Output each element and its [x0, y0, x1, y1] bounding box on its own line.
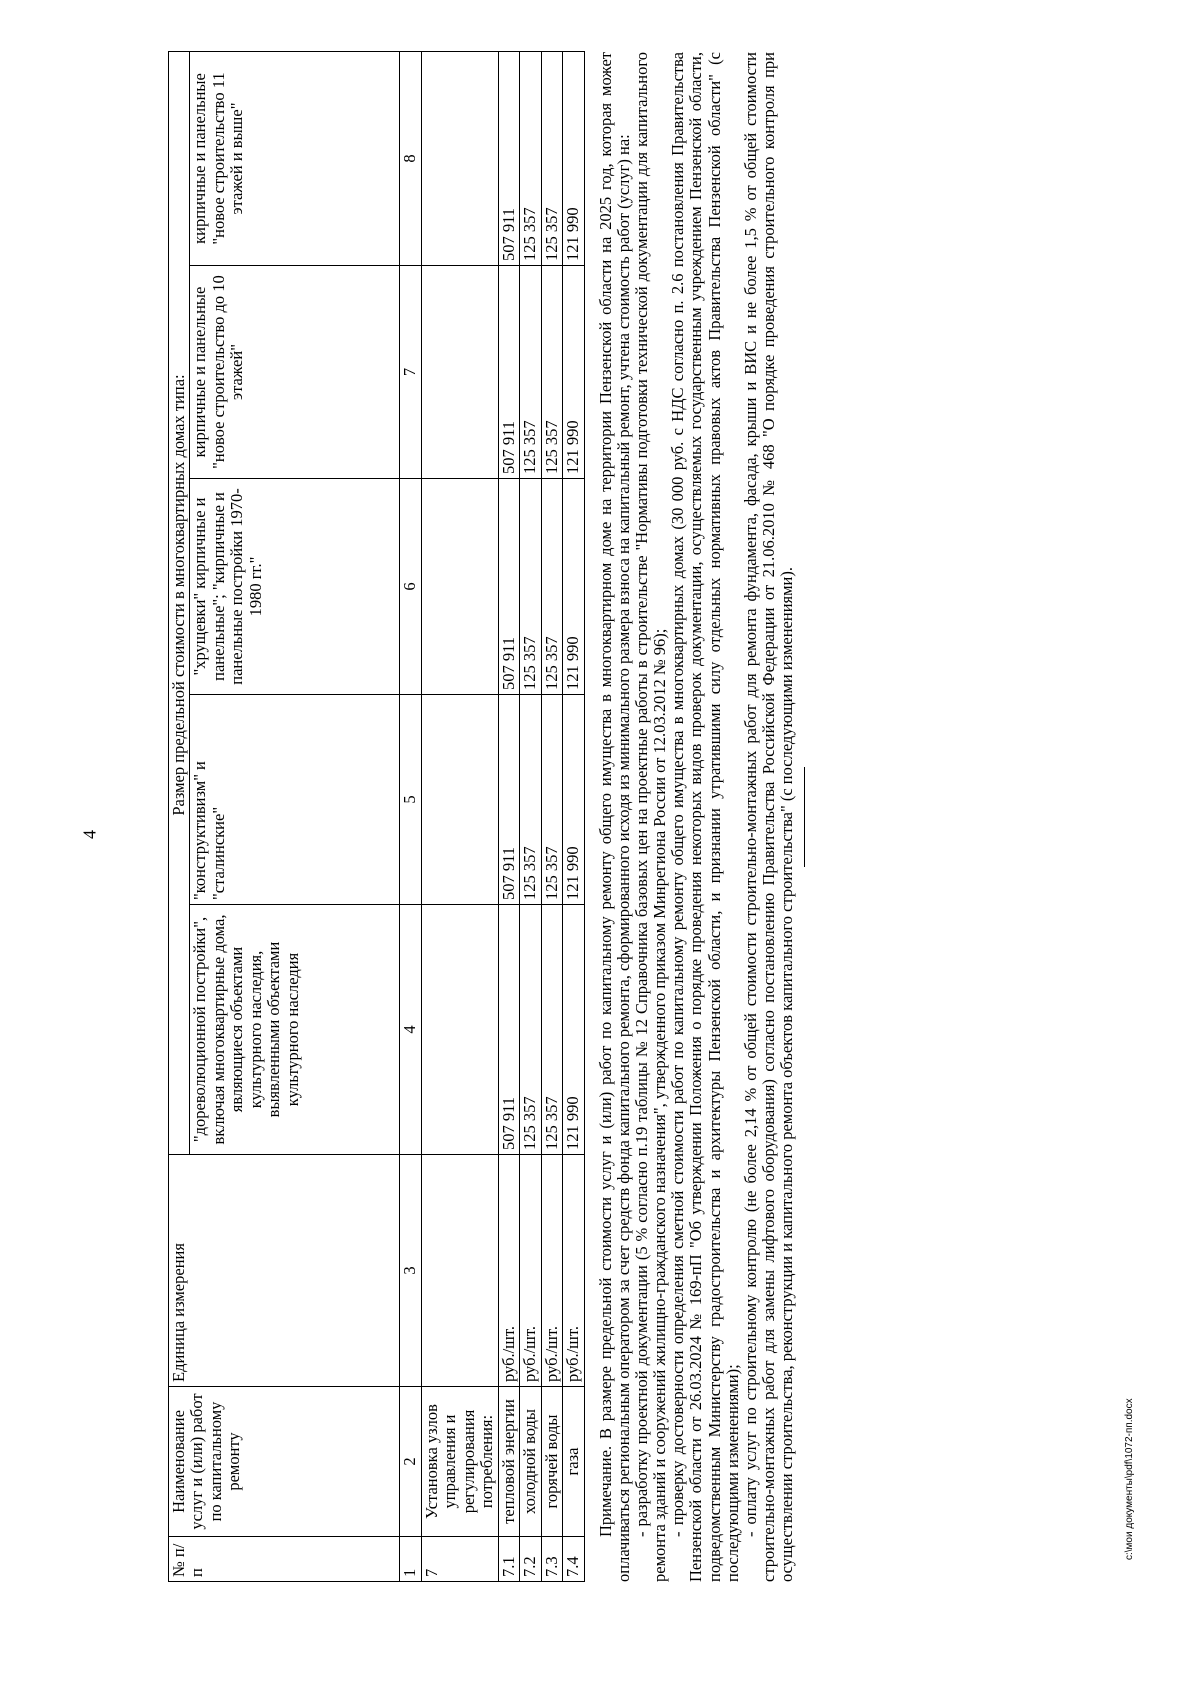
note-paragraph: Примечание. В размере предельной стоимости услуг и (или) работ по капитальному ремонту общего имущества в многоквартирном доме на территории Пензенской области на 2025 год, которая может оплачиваться региональным оператором за счет средств фонда капитального ремонта, сформированного исходя из минимального размера взноса на капитальный ремонт, учтена стоимость работ (услуг) на: [595, 52, 633, 1582]
type-header: "дореволюционной постройки", включая многоквартирные дома, являющиеся объектами культурного наследия, выявленными объектами культурного наследия [190, 905, 400, 1155]
table-row [498, 52, 519, 1582]
row-value: 125 357 [520, 52, 541, 266]
row-value: 125 357 [541, 479, 562, 695]
row-value: 121 990 [563, 52, 584, 266]
col-number: 7 [400, 266, 421, 479]
type-header: кирпичные и панельные "новое строительство до 10 этажей" [190, 266, 400, 479]
row-name: горячей воды [541, 1387, 562, 1537]
row-value: 125 357 [520, 905, 541, 1155]
row-num: 7.4 [563, 1537, 584, 1582]
row-unit: руб./шт. [520, 1155, 541, 1387]
row-value: 507 911 [498, 695, 519, 905]
col-number: 5 [400, 695, 421, 905]
row-value: 121 990 [563, 695, 584, 905]
page-number: 4 [79, 830, 100, 839]
row-value: 125 357 [541, 266, 562, 479]
table-row [563, 52, 584, 1582]
row-value: 121 990 [563, 905, 584, 1155]
header-group: Размер предельной стоимости в многоквартирных домах типа: [169, 52, 190, 1155]
header-name: Наименование услуг и (или) работ по капитальному ремонту [169, 1387, 400, 1537]
col-number: 2 [400, 1387, 421, 1537]
row-value: 507 911 [498, 905, 519, 1155]
type-header: кирпичные и панельные "новое строительство 11 этажей и выше" [190, 52, 400, 266]
note-paragraph: - разработку проектной документации (5 % согласно п.19 таблицы № 12 Справочника базовых цен на проектные работы в строительстве "Нормативы подготовки технической документации для капитального ремонта зданий и сооружений жилищно-гражданского назначения", утвержденного приказом Минрегиона России от 12.03.2012 № 96); [631, 52, 670, 1582]
row-value: 125 357 [541, 695, 562, 905]
note-block [597, 52, 806, 1582]
col-number: 8 [400, 52, 421, 266]
note-paragraph: - оплату услуг по строительному контролю (не более 2,14 % от общей стоимости строительно-монтажных работ для ремонта фундамента, фасада, крыши и ВИС и не более 1,5 % от общей стоимости строительно-монтажных работ для замены лифтового оборудования) согласно постановлению Правительства Российской Федерации от 21.06.2010 № 468 "О порядке проведения строительного контроля при осуществлении строительства, реконструкции и капитального ремонта объектов капитального строительства" (с последующими изменениями). [740, 52, 797, 1582]
row-value: 121 990 [563, 479, 584, 695]
row-num: 7.2 [520, 1537, 541, 1582]
file-path-footer: c:\мои документы\pdf\1072-пп.docx [1124, 1398, 1135, 1560]
row-unit: руб./шт. [541, 1155, 562, 1387]
col-number: 6 [400, 479, 421, 695]
row-value: 125 357 [520, 479, 541, 695]
row-unit: руб./шт. [563, 1155, 584, 1387]
table-row [520, 52, 541, 1582]
header-unit: Единица измерения [169, 1155, 400, 1387]
section-row [421, 52, 498, 1582]
row-name: газа [563, 1387, 584, 1537]
type-header: "конструктивизм" и "сталинские" [190, 695, 400, 905]
row-value: 121 990 [563, 266, 584, 479]
row-num: 7.3 [541, 1537, 562, 1582]
row-name: холодной воды [520, 1387, 541, 1537]
col-number: 3 [400, 1155, 421, 1387]
section-name: Установка узлов управления и регулирования потребления: [421, 1387, 498, 1537]
row-value: 125 357 [520, 695, 541, 905]
col-number: 1 [400, 1537, 421, 1582]
row-value: 125 357 [520, 266, 541, 479]
row-name: тепловой энергии [498, 1387, 519, 1537]
row-value: 125 357 [541, 52, 562, 266]
row-value: 507 911 [498, 266, 519, 479]
cost-table [168, 51, 585, 1582]
col-number: 4 [400, 905, 421, 1155]
row-num: 7.1 [498, 1537, 519, 1582]
rotated-content [168, 52, 1068, 1582]
type-header: "хрущевки" кирпичные и панельные"; "кирпичные и панельные постройки 1970-1980 гг." [190, 479, 400, 695]
row-unit: руб./шт. [498, 1155, 519, 1387]
row-value: 125 357 [541, 905, 562, 1155]
header-num: № п/п [169, 1537, 400, 1582]
column-number-row [400, 52, 421, 1582]
row-value: 507 911 [498, 479, 519, 695]
note-paragraph: - проверку достоверности определения сметной стоимости работ по капитальному ремонту общего имущества в многоквартирных домах (30 000 руб. с НДС согласно п. 2.6 постановления Правительства Пензенской области от 26.03.2024 № 169-пП "Об утверждении Положения о порядке проведения некоторых видов проверок документации, осуществляемых государственным учреждением Пензенской области, подведомственным Министерству градостроительства и архитектуры Пензенской области, и признании утратившими силу отдельных нормативных правовых актов Правительства Пензенской области" (с последующими изменениями); [668, 52, 742, 1582]
section-num: 7 [421, 1537, 498, 1582]
separator-line [804, 767, 805, 867]
table-row [541, 52, 562, 1582]
row-value: 507 911 [498, 52, 519, 266]
